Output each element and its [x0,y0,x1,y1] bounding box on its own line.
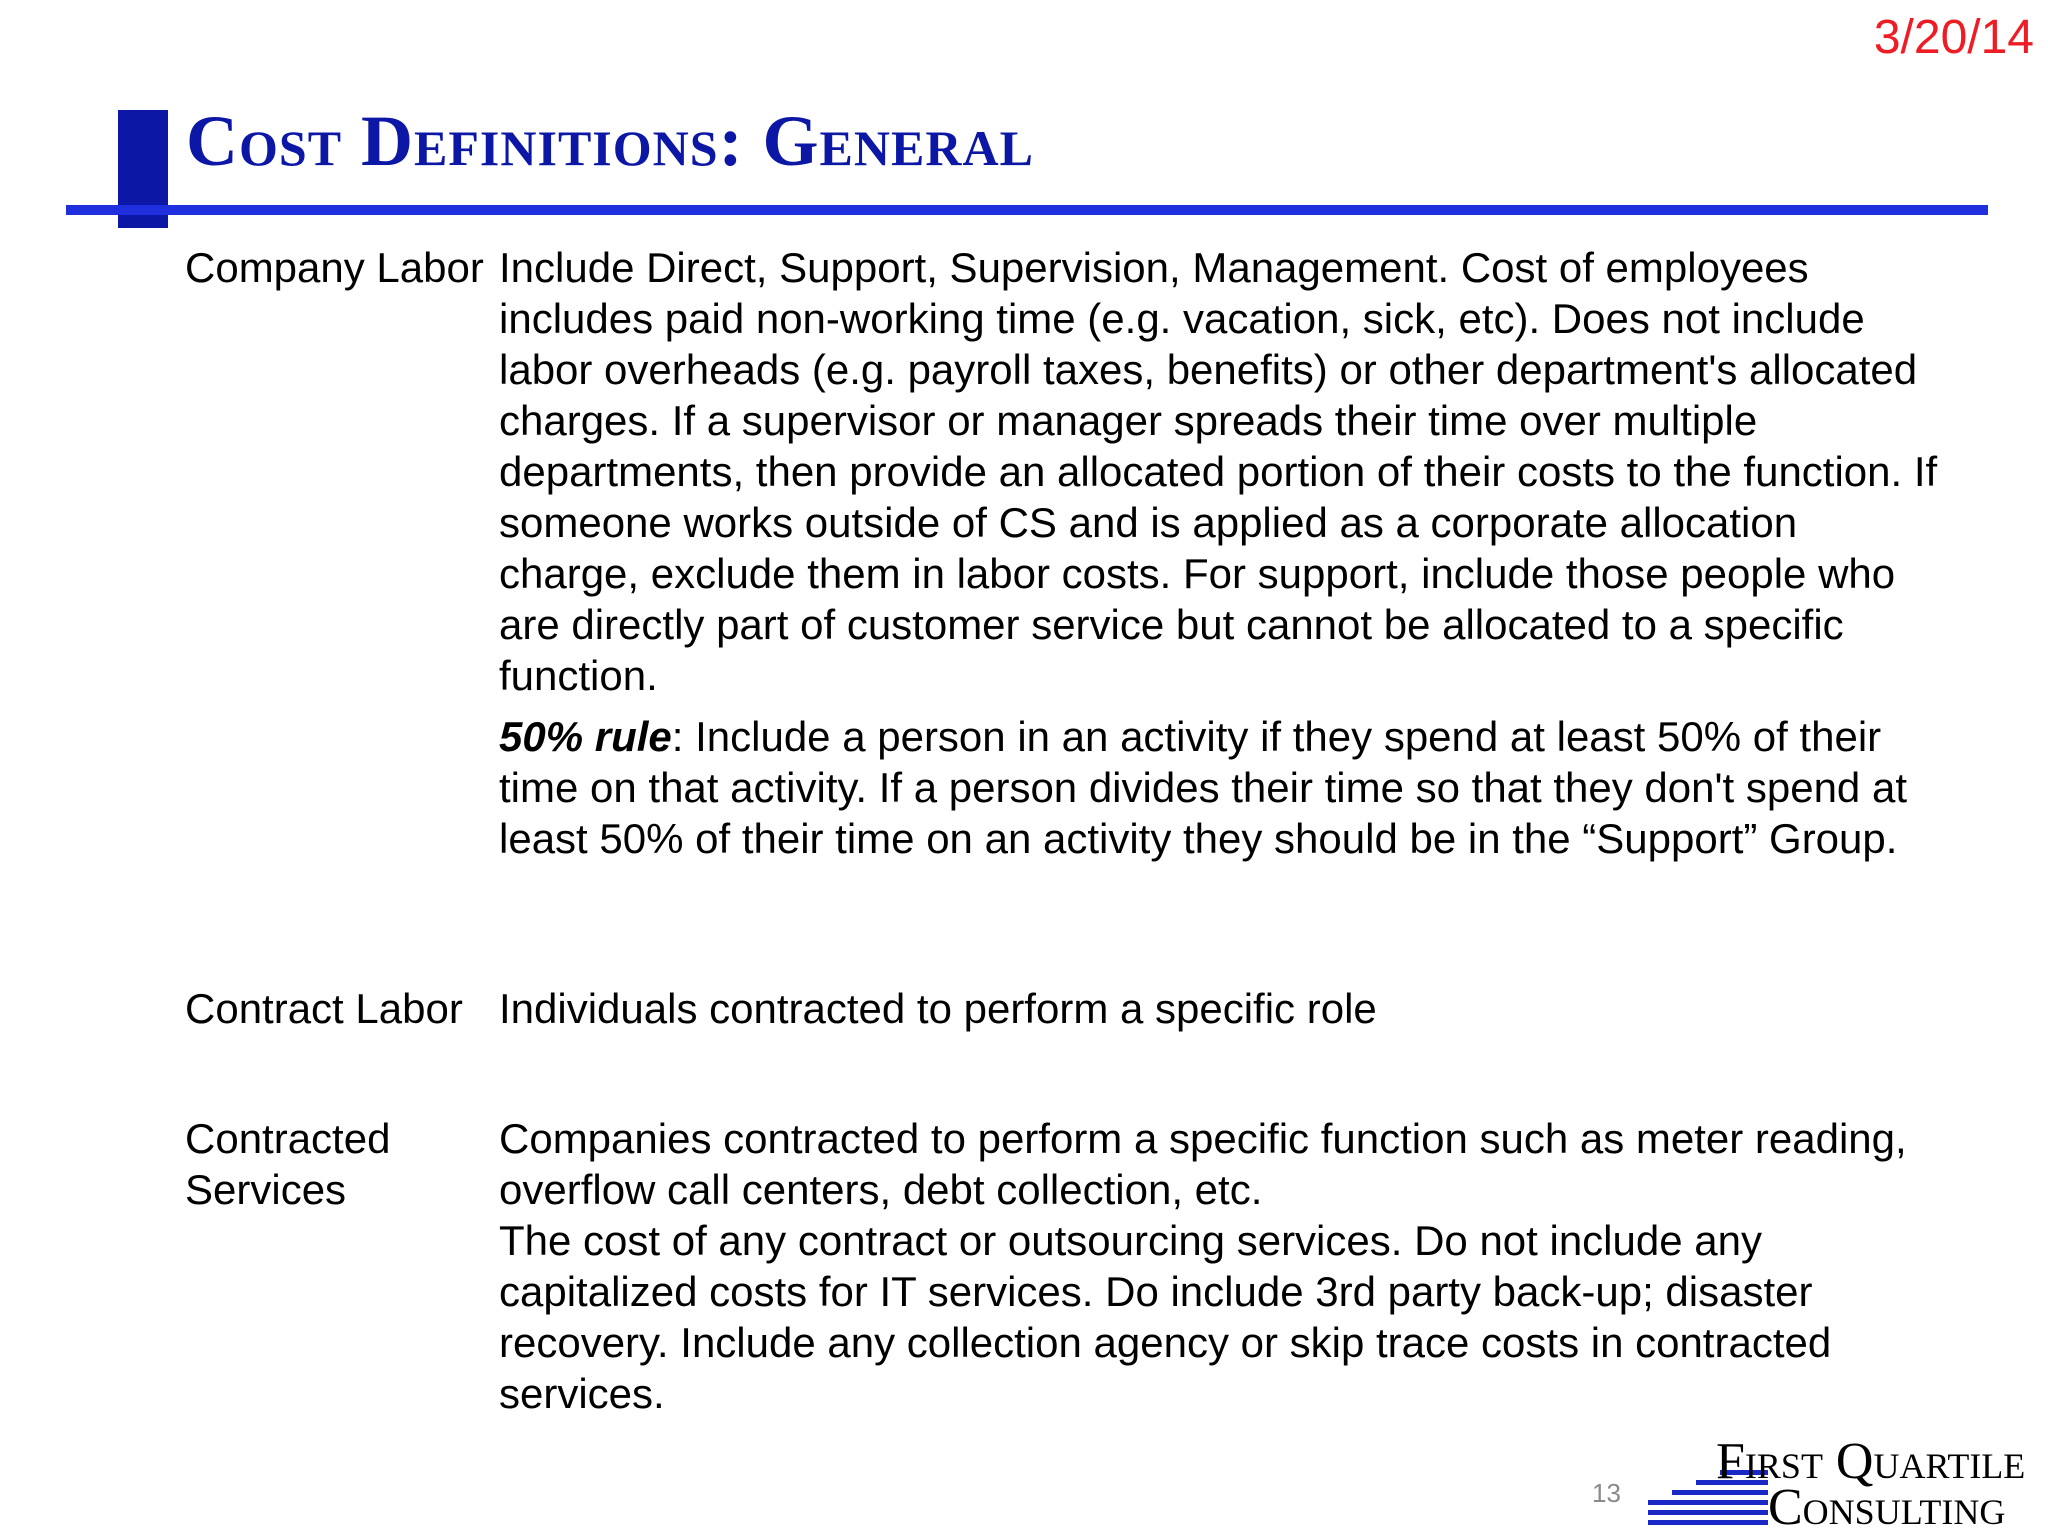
title-underline [66,205,1988,215]
definition-row-contract-labor [185,983,1945,1034]
definition-company-labor [499,242,1945,864]
definition-contract-labor [499,983,1945,1034]
definition-row-contracted-services [185,1113,1945,1419]
slide-title: Cost Definitions: General [186,101,1034,181]
definition-text: The cost of any contract or outsourcing services. Do not include any capitalized costs for IT services. Do include 3rd party back-up; disaster recovery. Include any collection agency or skip trace costs in contracted services. [499,1217,1832,1417]
definition-contracted-services [499,1113,1945,1419]
rule-label: 50% rule [499,713,672,760]
definition-text: Include Direct, Support, Supervision, Management. Cost of employees includes paid non-working time (e.g. vacation, sick, etc). Does not include labor overheads (e.g. payroll taxes, benefits) or other department's allocated charges. If a supervisor or manager spreads their time over multiple departments, then provide an allocated portion of their costs to the function. If someone works outside of CS and is applied as a corporate allocation charge, exclude them in labor costs. For support, include those people who are directly part of customer service but cannot be allocated to a specific function. [499,244,1938,699]
term-contract-labor: Contract Labor [185,985,463,1032]
logo-text-line2: Consulting [1768,1479,2006,1536]
definition-text: Companies contracted to perform a specific function such as meter reading, overflow call centers, debt collection, etc. [499,1115,1907,1213]
definition-row-company-labor [185,242,1945,864]
rule-text: : Include a person in an activity if they spend at least 50% of their time on that activity. If a person divides their time so that they don't spend at least 50% of their time on an activity they should be in the “Support” Group. [499,713,1907,862]
company-logo [1648,1432,2048,1536]
logo-text-line1: First Quartile [1716,1433,2026,1490]
term-company-labor: Company Labor [185,244,484,291]
page-number: 13 [1592,1478,1621,1508]
fifty-percent-rule [499,711,1945,864]
term-contracted-services: Contracted Services [185,1115,391,1213]
definition-text: Individuals contracted to perform a specific role [499,985,1377,1032]
slide-date: 3/20/14 [1873,11,2034,64]
